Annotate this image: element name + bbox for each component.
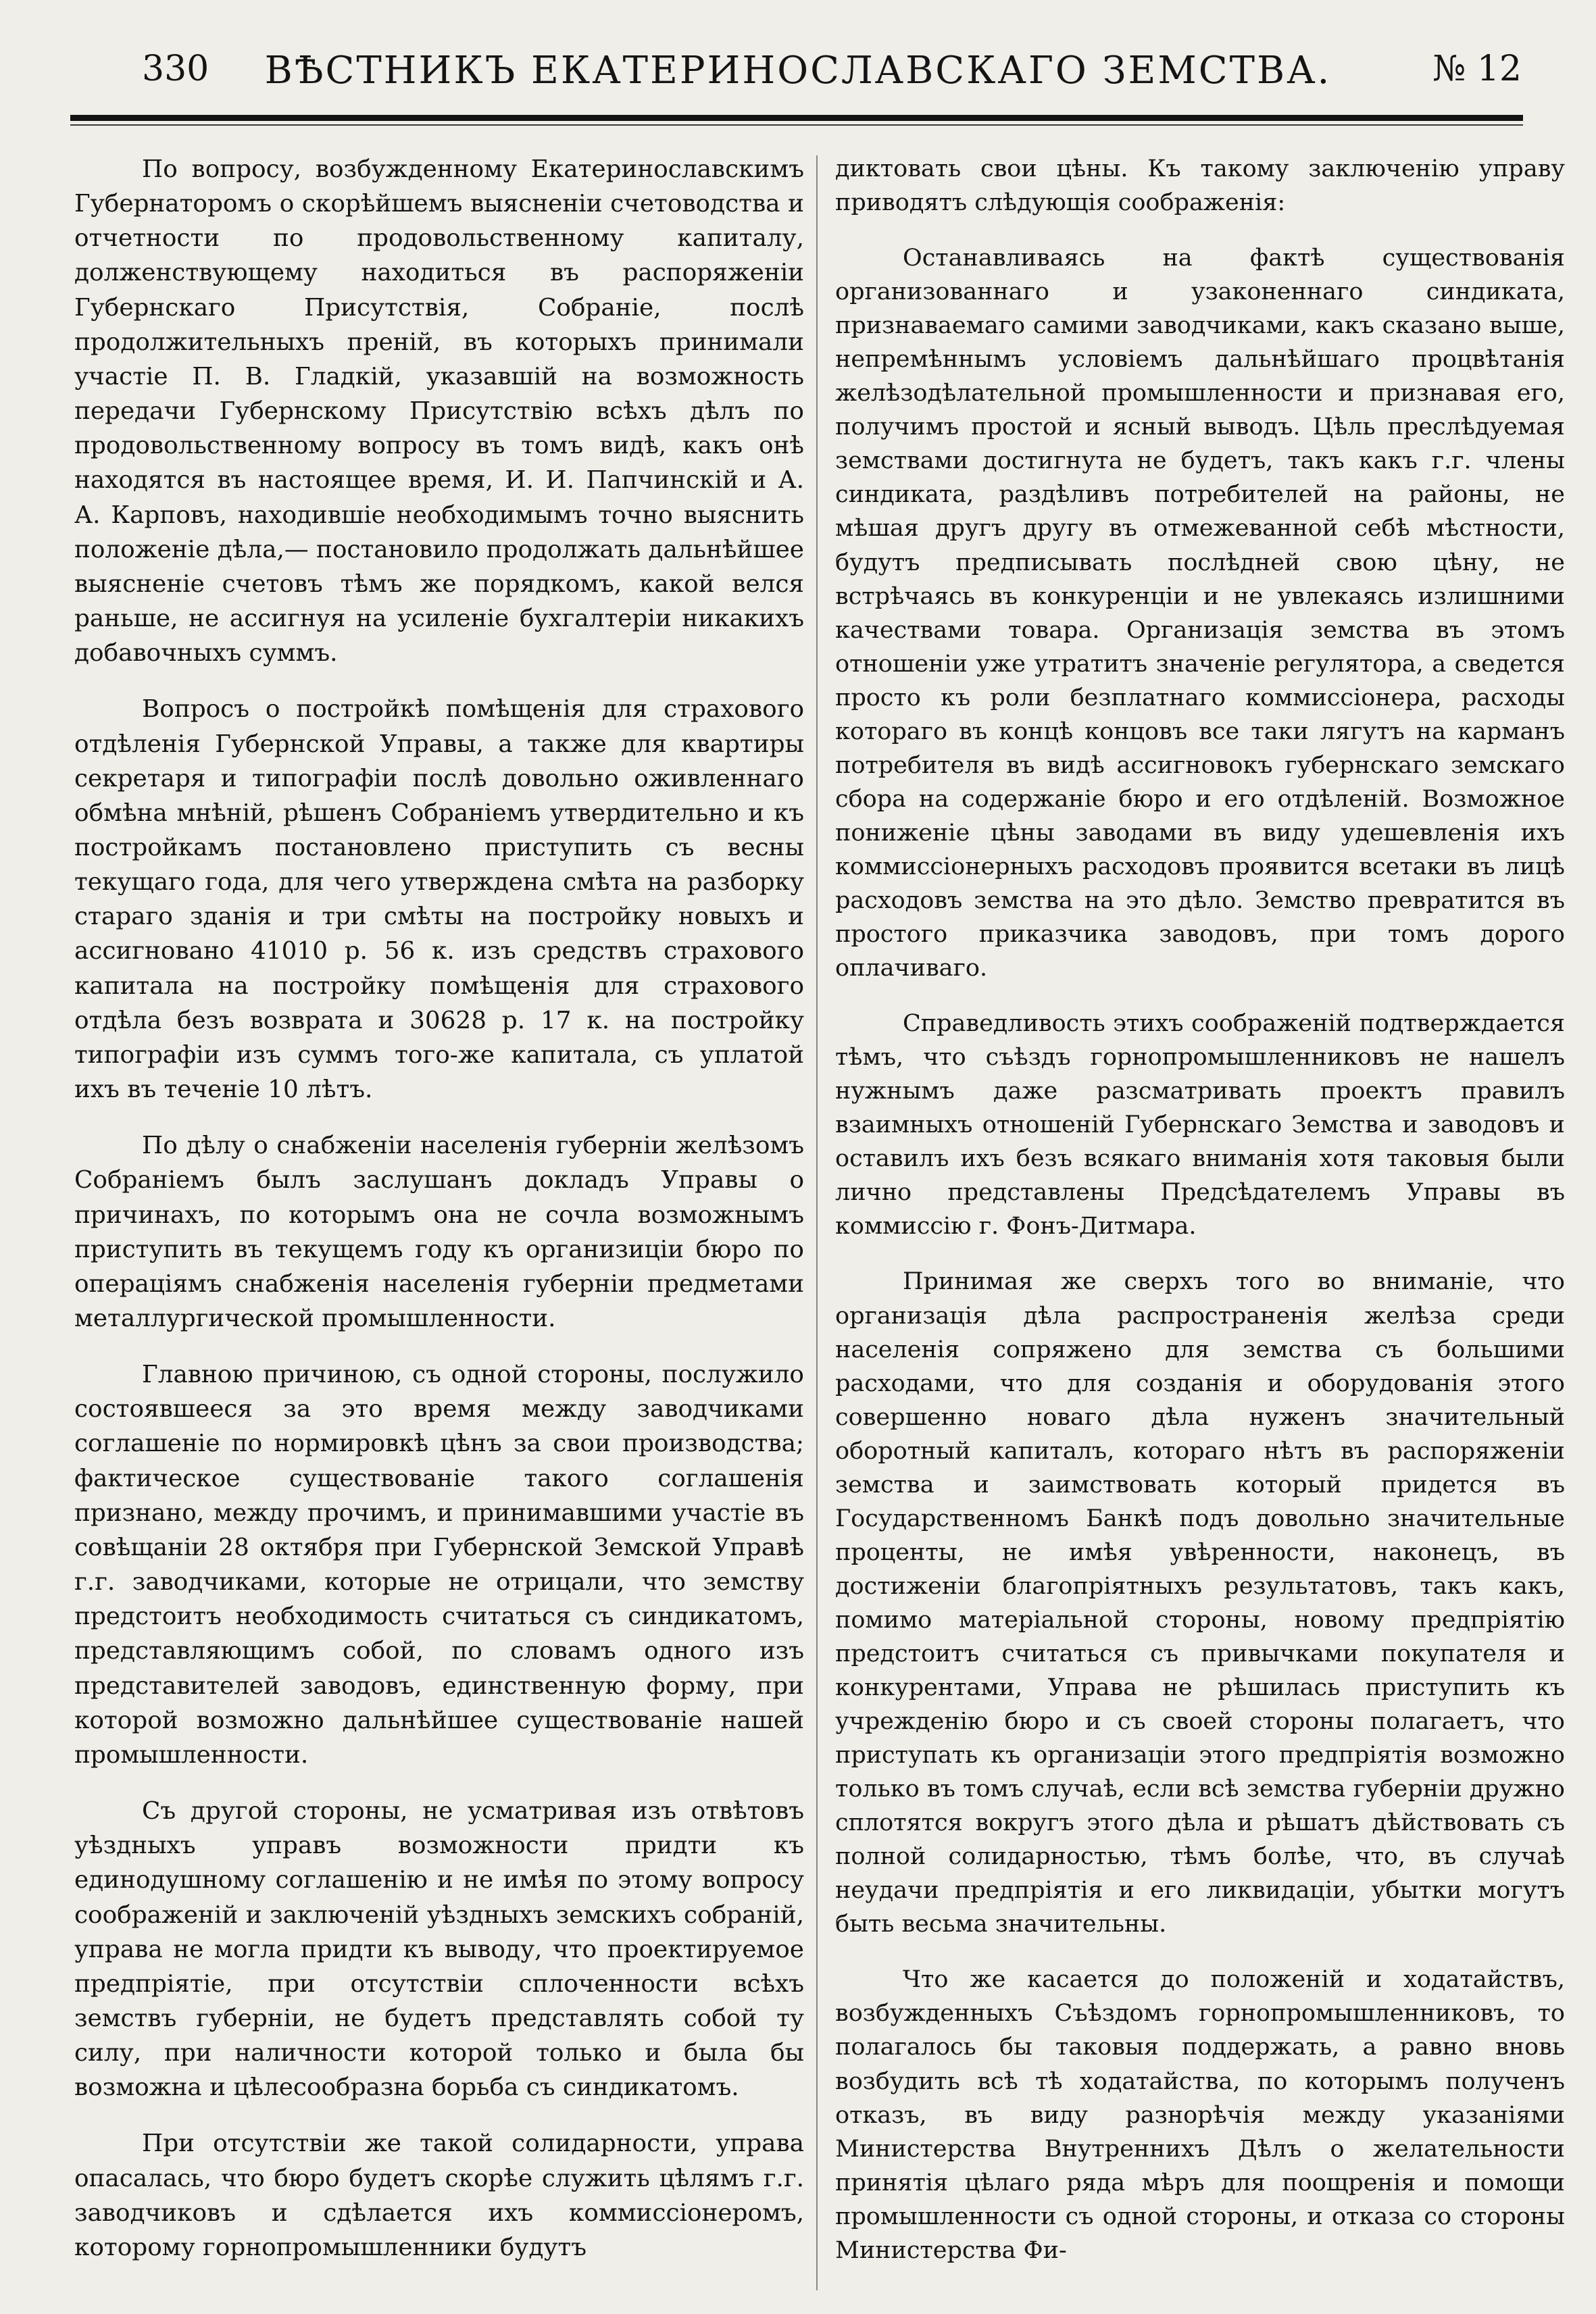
page-number: 330 [142, 49, 209, 89]
paragraph: Вопросъ о постройкѣ помѣщенія для страхового отдѣленія Губернской Управы, а также для квартиры секретаря и типографіи послѣ довольно оживленнаго обмѣна мнѣній, рѣшенъ Собраніемъ утвердительно и къ постройкамъ постановлено приступить съ весны текущаго года, для чего утверждена смѣта на разборку стараго зданія и три смѣты на постройку новыхъ и ассигновано 41010 р. 56 к. изъ средствъ страхового капитала на постройку помѣщенія для страхового отдѣла безъ возврата и 30628 р. 17 к. на постройку типографіи изъ суммъ того-же капитала, съ уплатой ихъ въ теченіе 10 лѣтъ. [74, 695, 804, 1104]
column-divider [816, 155, 818, 2290]
left-column [74, 152, 804, 2294]
paragraph: Принимая же сверхъ того во вниманіе, что организація дѣла распространенія желѣза среди населенія сопряжено для земства съ большими расходами, что для созданія и оборудованія этого совершенно новаго дѣла нуженъ значительный оборотный капиталъ, котораго нѣтъ въ распоряженіи земства и заимствовать который придется въ Государственномъ Банкѣ подъ довольно значительные проценты, не имѣя увѣренности, наконецъ, въ достиженіи благопріятныхъ результатовъ, такъ какъ, помимо матеріальной стороны, новому предпріятію предстоитъ считаться съ привычками покупателя и конкурентами, Управа не рѣшилась приступить къ учрежденію бюро и съ своей стороны полагаетъ, что приступать къ организаціи этого предпріятія возможно только въ томъ случаѣ, если всѣ земства губерніи дружно сплотятся вокругъ этого дѣла и рѣшатъ дѣйствовать съ полной солидарностью, тѣмъ болѣе, что, въ случаѣ неудачи предпріятія и его ликвидаціи, убытки могутъ быть весьма значительны. [835, 1268, 1565, 1938]
paragraph: Съ другой стороны, не усматривая изъ отвѣтовъ уѣздныхъ управъ возможности придти къ единодушному соглашенію и не имѣя по этому вопросу соображеній и заключеній уѣздныхъ земскихъ собраній, управа не могла придти къ выводу, что проектируемое предпріятіе, при отсутствіи сплоченности всѣхъ земствъ губерніи, не будетъ представлять собой ту силу, при наличности которой только и была бы возможна и цѣлесообразна борьба съ синдикатомъ. [74, 1797, 804, 2102]
paragraph: При отсутствіи же такой солидарности, управа опасалась, что бюро будетъ скорѣе служить цѣлямъ г.г. заводчиковъ и сдѣлается ихъ коммиссіонеромъ, которому горнопромышленники будутъ [74, 2130, 804, 2261]
paragraph: Справедливость этихъ соображеній подтверждается тѣмъ, что съѣздъ горнопромышленниковъ не нашелъ нужнымъ даже разсматривать проектъ правилъ взаимныхъ отношеній Губернскаго Земства и заводовъ и оставилъ ихъ безъ всякаго вниманія хотя таковыя были лично представлены Предсѣдателемъ Управы въ коммиссію г. Фонъ-Дитмара. [835, 1010, 1565, 1240]
issue-number: № 12 [1432, 49, 1522, 89]
paragraph: По вопросу, возбужденному Екатеринославскимъ Губернаторомъ о скорѣйшемъ выясненіи счетоводства и отчетности по продовольственному капиталу, долженствующему находиться въ распоряженіи Губернскаго Присутствія, Собраніе, послѣ продолжительныхъ преній, въ которыхъ принимали участіе П. В. Гладкій, указавшій на возможность передачи Губернскому Присутствію всѣхъ дѣлъ по продовольственному вопросу въ томъ видѣ, какъ онѣ находятся въ настоящее время, И. И. Папчинскій и А. А. Карповъ, находившіе необходимымъ точно выяснить положеніе дѣла,— постановило продолжать дальнѣйшее выясненіе счетовъ тѣмъ же порядкомъ, какой велся раньше, не ассигнуя на усиленіе бухгалтеріи никакихъ добавочныхъ суммъ. [74, 155, 804, 668]
paragraph: По дѣлу о снабженіи населенія губерніи желѣзомъ Собраніемъ былъ заслушанъ докладъ Управы о причинахъ, по которымъ она не сочла возможнымъ приступить въ текущемъ году къ организиціи бюро по операціямъ снабженія населенія губерніи предметами металлургической промышленности. [74, 1132, 804, 1332]
paragraph: Что же касается до положеній и ходатайствъ, возбужденныхъ Съѣздомъ горнопромышленниковъ, то полагалось бы таковыя поддержать, а равно вновь возбудить всѣ тѣ ходатайства, по которымъ полученъ отказъ, въ виду разнорѣчія между указаніями Министерства Внутреннихъ Дѣлъ о желательности принятія цѣлаго ряда мѣръ для поощренія и помощи промышленности съ одной стороны, и отказа со стороны Министерства Фи- [835, 1966, 1565, 2264]
header-rule-thin [70, 124, 1523, 126]
journal-title: ВѢСТНИКЪ ЕКАТЕРИНОСЛАВСКАГО ЗЕМСТВА. [264, 49, 1332, 93]
right-column [835, 152, 1565, 2294]
paragraph: Главною причиною, съ одной стороны, послужило состоявшееся за это время между заводчиками соглашеніе по нормировкѣ цѣнъ за свои производства; фактическое существованіе такого соглашенія признано, между прочимъ, и принимавшими участіе въ совѣщаніи 28 октября при Губернской Земской Управѣ г.г. заводчиками, которые не отрицали, что земству предстоитъ необходимость считаться съ синдикатомъ, представляющимъ собой, по словамъ одного изъ представителей заводовъ, единственную форму, при которой возможно дальнѣйшее существованіе нашей промышленности. [74, 1361, 804, 1769]
header-rule [70, 115, 1523, 121]
paragraph: Останавливаясь на фактѣ существованія организованнаго и узаконеннаго синдиката, признаваемаго самими заводчиками, какъ сказано выше, непремѣннымъ условіемъ дальнѣйшаго процвѣтанія желѣзодѣлательной промышленности и признавая его, получимъ простой и ясный выводъ. Цѣль преслѣдуемая земствами достигнута не будетъ, такъ какъ г.г. члены синдиката, раздѣливъ потребителей на районы, не мѣшая другъ другу въ отмежеванной себѣ мѣстности, будутъ предписывать послѣдней свою цѣну, не встрѣчаясь въ конкуренціи и не увлекаясь излишними качествами товара. Организація земства въ этомъ отношеніи уже утратитъ значеніе регулятора, а сведется просто къ роли безплатнаго коммиссіонера, расходы котораго въ концѣ концовъ все таки лягутъ на карманъ потребителя въ видѣ ассигновокъ губернскаго земскаго сбора на содержаніе бюро и его отдѣленій. Возможное пониженіе цѣны заводами въ виду удешевленія ихъ коммиссіонерныхъ расходовъ проявится всетаки въ лицѣ расходовъ земства на это дѣло. Земство превратится въ простого приказчика заводовъ, при томъ дорого оплачиваго. [835, 245, 1565, 982]
page-header [68, 49, 1528, 116]
paragraph: диктовать свои цѣны. Къ такому заключенію управу приводятъ слѣдующія соображенія: [835, 155, 1565, 217]
